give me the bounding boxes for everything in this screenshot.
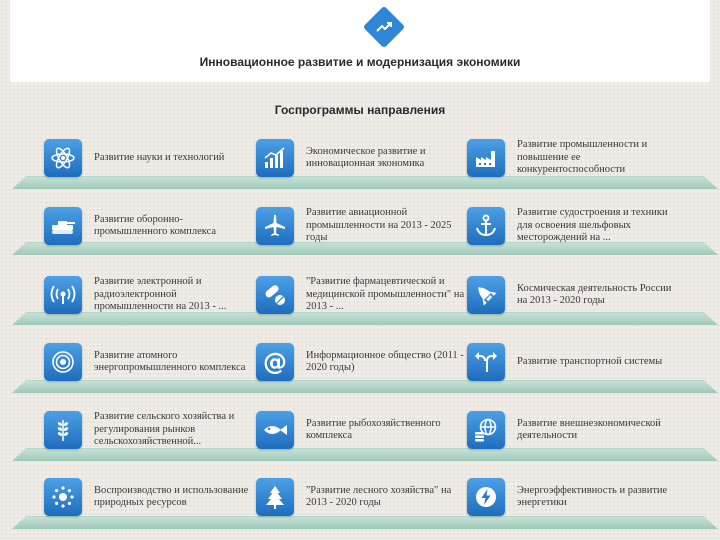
section-title: Госпрограммы направления	[274, 103, 446, 117]
program-item[interactable]	[44, 271, 254, 319]
airplane-icon	[256, 207, 294, 245]
globe-coins-icon	[467, 411, 505, 449]
program-item[interactable]	[467, 473, 677, 521]
program-label: Развитие атомного энергопромышленного комплекса	[94, 349, 246, 373]
program-item[interactable]	[256, 406, 466, 454]
program-label: Развитие оборонно-промышленного комплекса	[94, 213, 217, 237]
bar-chart-icon	[256, 139, 294, 177]
page-title: Инновационное развитие и модернизация экономики	[199, 55, 521, 69]
program-item[interactable]	[44, 134, 254, 182]
program-label: Развитие электронной и радиоэлектронной промышленности на 2013 - ...	[94, 276, 227, 313]
program-label: Развитие авиационной промышленности на 2013 - 2025 годы	[306, 207, 452, 244]
program-label: Экономическое развитие и инновационная экономика	[306, 145, 426, 169]
program-label: Развитие внешнеэкономической деятельности	[517, 417, 661, 441]
atom-icon	[44, 139, 82, 177]
program-item[interactable]	[467, 338, 677, 386]
program-item[interactable]	[256, 134, 466, 182]
radio-signal-icon	[44, 276, 82, 314]
program-label: Развитие сельского хозяйства и регулирования рынков сельскохозяйственной...	[94, 411, 235, 448]
program-item[interactable]	[44, 473, 254, 521]
road-arrows-icon	[467, 343, 505, 381]
program-item[interactable]	[44, 406, 254, 454]
program-item[interactable]	[256, 473, 466, 521]
wheat-icon	[44, 411, 82, 449]
rocket-icon	[467, 276, 505, 314]
tank-icon	[44, 207, 82, 245]
page-header	[10, 0, 710, 82]
program-item[interactable]	[256, 271, 466, 319]
program-item[interactable]	[256, 202, 466, 250]
program-item[interactable]	[44, 202, 254, 250]
program-label: Развитие судостроения и техники для освоения шельфовых месторождений на ...	[517, 207, 668, 244]
program-label: Развитие транспортной системы	[517, 355, 663, 367]
program-item[interactable]	[467, 134, 677, 182]
lightning-icon	[467, 478, 505, 516]
sun-dots-icon	[44, 478, 82, 516]
anchor-icon	[467, 207, 505, 245]
program-item[interactable]	[256, 338, 466, 386]
program-label: Воспроизводство и использование природных ресурсов	[94, 484, 249, 508]
program-label: "Развитие лесного хозяйства" на 2013 - 2020 годы	[306, 484, 452, 508]
program-item[interactable]	[467, 271, 677, 319]
program-label: Космическая деятельность России на 2013 - 2020 годы	[517, 282, 672, 306]
program-label: Развитие промышленности и повышение ее конкурентоспособности	[517, 139, 648, 176]
tree-icon	[256, 478, 294, 516]
program-item[interactable]	[44, 338, 254, 386]
program-label: "Развитие фармацевтической и медицинской промышленности" на 2013 - ...	[306, 276, 465, 313]
program-item[interactable]	[467, 202, 677, 250]
program-item[interactable]	[467, 406, 677, 454]
fish-icon	[256, 411, 294, 449]
at-sign-icon: @	[256, 343, 294, 381]
program-label: Развитие рыбохозяйственного комплекса	[306, 417, 441, 441]
program-label: Информационное общество (2011 - 2020 годы)	[306, 349, 464, 373]
atomic-rings-icon	[44, 343, 82, 381]
trending-up-icon	[363, 6, 405, 48]
factory-icon	[467, 139, 505, 177]
program-label: Развитие науки и технологий	[94, 151, 225, 163]
pills-icon	[256, 276, 294, 314]
program-label: Энергоэффективность и развитие энергетики	[517, 484, 668, 508]
